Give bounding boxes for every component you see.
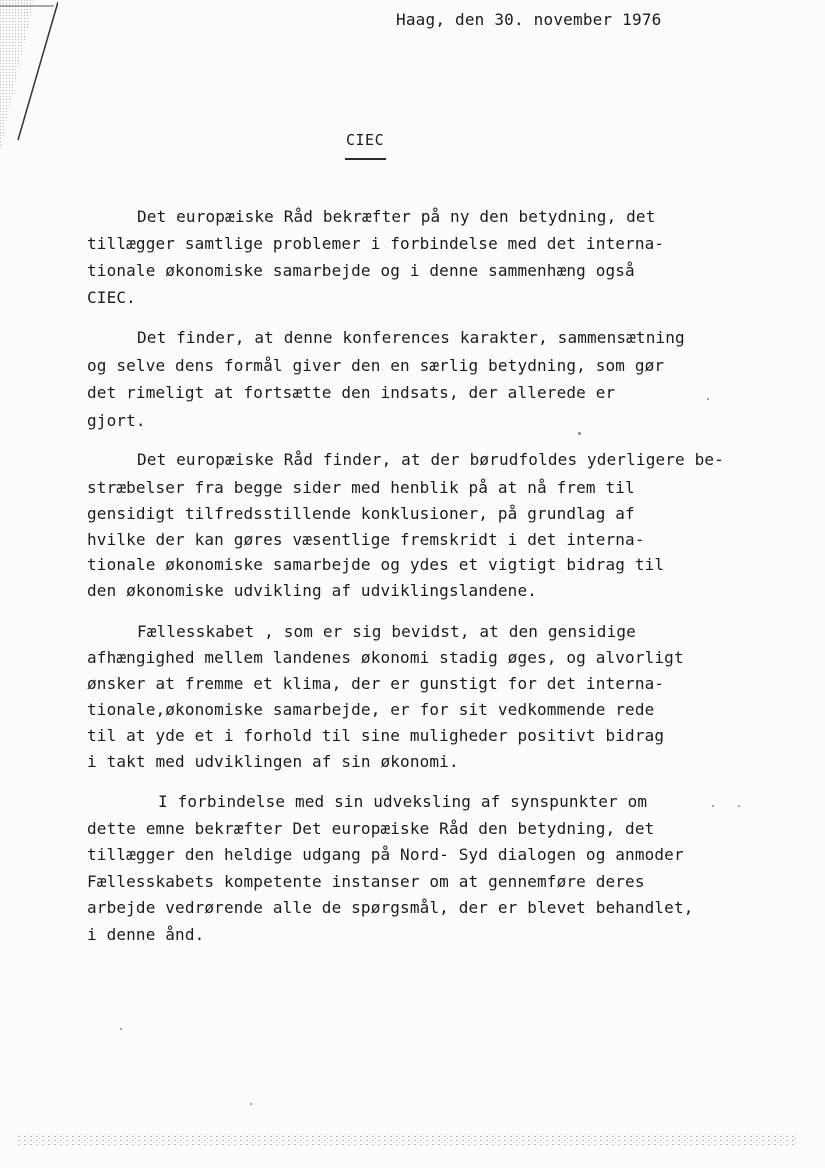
text-line: den økonomiske udvikling af udviklingslandene. — [87, 581, 538, 600]
text-line: tillægger samtlige problemer i forbindelse med det interna- — [87, 234, 665, 253]
text-line: afhængighed mellem landenes økonomi stadig øges, og alvorligt — [87, 648, 684, 667]
scan-speck — [250, 1103, 252, 1105]
text-line: til at yde et i forhold til sine muligheder positivt bidrag — [87, 726, 665, 745]
text-line: i denne ånd. — [87, 925, 205, 944]
text-line: hvilke der kan gøres væsentlige fremskridt i det interna- — [87, 530, 645, 549]
scan-speck — [712, 805, 714, 807]
text-line: Fællesskabet , som er sig bevidst, at den gensidige — [137, 622, 636, 641]
text-line: I forbindelse med sin udveksling af synspunkter om — [158, 792, 648, 811]
text-line: Det europæiske Råd bekræfter på ny den betydning, det — [137, 207, 656, 226]
text-line: tillægger den heldige udgang på Nord- Syd dialogen og anmoder — [87, 845, 684, 864]
text-line: gjort. — [87, 411, 146, 430]
scan-speck — [120, 1028, 122, 1030]
text-line: ønsker at fremme et klima, der er gunstigt for det interna- — [87, 674, 665, 693]
text-line: tionale økonomiske samarbejde og ydes et vigtigt bidrag til — [87, 555, 665, 574]
text-line: i takt med udviklingen af sin økonomi. — [87, 752, 459, 771]
scan-speck — [738, 805, 740, 807]
text-line: CIEC. — [87, 288, 136, 307]
text-line: dette emne bekræfter Det europæiske Råd den betydning, det — [87, 819, 655, 838]
document-title: CIEC — [346, 131, 385, 149]
text-line: det rimeligt at fortsætte den indsats, der allerede er — [87, 383, 616, 402]
scan-speck — [578, 432, 581, 435]
text-line: stræbelser fra begge sider med henblik på at nå frem til — [87, 478, 635, 497]
text-line: Det finder, at denne konferences karakter, sammensætning — [137, 328, 685, 347]
text-line: gensidigt tilfredsstillende konklusioner, på grundlag af — [87, 504, 635, 523]
scan-corner-fold-mark — [0, 0, 58, 160]
title-underline — [345, 158, 386, 160]
text-line: tionale økonomiske samarbejde og i denne sammenhæng også — [87, 261, 635, 280]
text-line: og selve dens formål giver den en særlig betydning, som gør — [87, 356, 665, 375]
text-line: arbejde vedrørende alle de spørgsmål, der er blevet behandlet, — [87, 898, 694, 917]
text-line: Det europæiske Råd finder, at der børudfoldes yderligere be- — [137, 450, 724, 469]
text-line: Fællesskabets kompetente instanser om at gennemføre deres — [87, 872, 645, 891]
text-line: tionale,økonomiske samarbejde, er for sit vedkommende rede — [87, 700, 655, 719]
scan-speck — [707, 398, 709, 400]
dateline: Haag, den 30. november 1976 — [396, 10, 662, 29]
scan-bottom-noise — [18, 1128, 798, 1154]
